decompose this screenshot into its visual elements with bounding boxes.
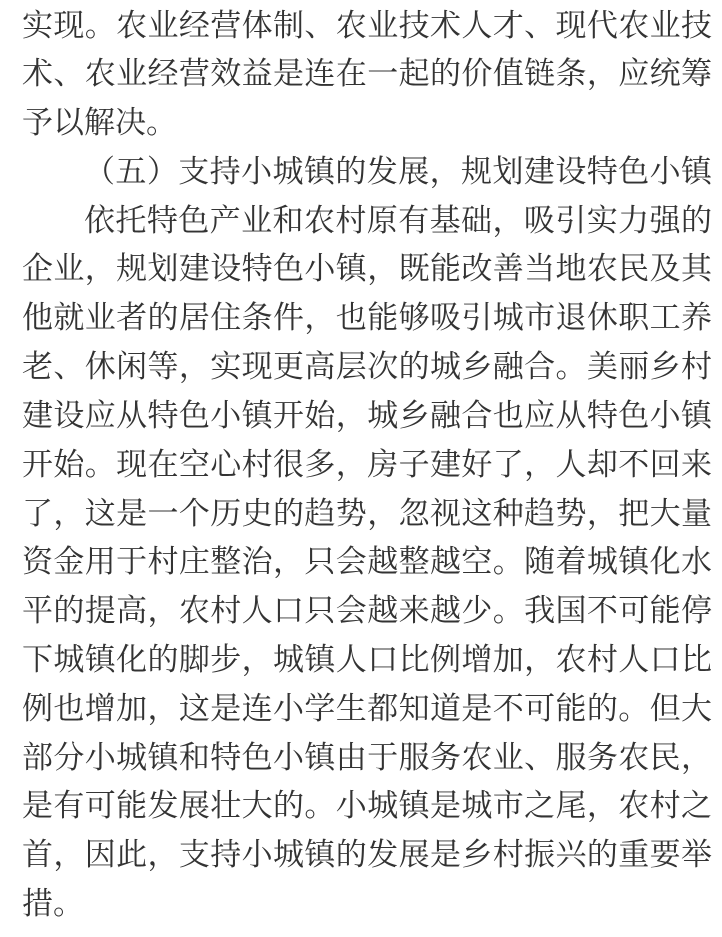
paragraph-line: 例也增加，这是连小学生都知道是不可能的。但大 (22, 691, 712, 727)
paragraph-line: 依托特色产业和农村原有基础，吸引实力强的 (84, 203, 712, 239)
paragraph-line: 部分小城镇和特色小镇由于服务农业、服务农民， (22, 740, 712, 776)
paragraph-line: 了，这是一个历史的趋势，忽视这种趋势，把大量 (22, 496, 712, 532)
paragraph-line: 建设应从特色小镇开始，城乡融合也应从特色小镇 (22, 398, 712, 434)
paragraph-line: 他就业者的居住条件，也能够吸引城市退休职工养 (22, 300, 712, 336)
section-heading: （五）支持小城镇的发展，规划建设特色小镇 (84, 154, 712, 190)
paragraph-line: 予以解决。 (22, 105, 177, 141)
paragraph-line: 首，因此，支持小城镇的发展是乡村振兴的重要举 (22, 837, 712, 873)
paragraph-line: 是有可能发展壮大的。小城镇是城市之尾，农村之 (22, 788, 712, 824)
paragraph-line: 下城镇化的脚步，城镇人口比例增加，农村人口比 (22, 642, 712, 678)
paragraph-line: 资金用于村庄整治，只会越整越空。随着城镇化水 (22, 544, 712, 580)
paragraph-line: 实现。农业经营体制、农业技术人才、现代农业技 (22, 8, 712, 44)
paragraph-line: 措。 (22, 886, 84, 922)
paragraph-line: 企业，规划建设特色小镇，既能改善当地农民及其 (22, 251, 712, 287)
paragraph-line: 开始。现在空心村很多，房子建好了，人却不回来 (22, 447, 712, 483)
paragraph-line: 老、休闲等，实现更高层次的城乡融合。美丽乡村 (22, 349, 712, 385)
paragraph-line: 术、农业经营效益是连在一起的价值链条，应统筹 (22, 56, 712, 92)
paragraph-line: 平的提高，农村人口只会越来越少。我国不可能停 (22, 593, 712, 629)
